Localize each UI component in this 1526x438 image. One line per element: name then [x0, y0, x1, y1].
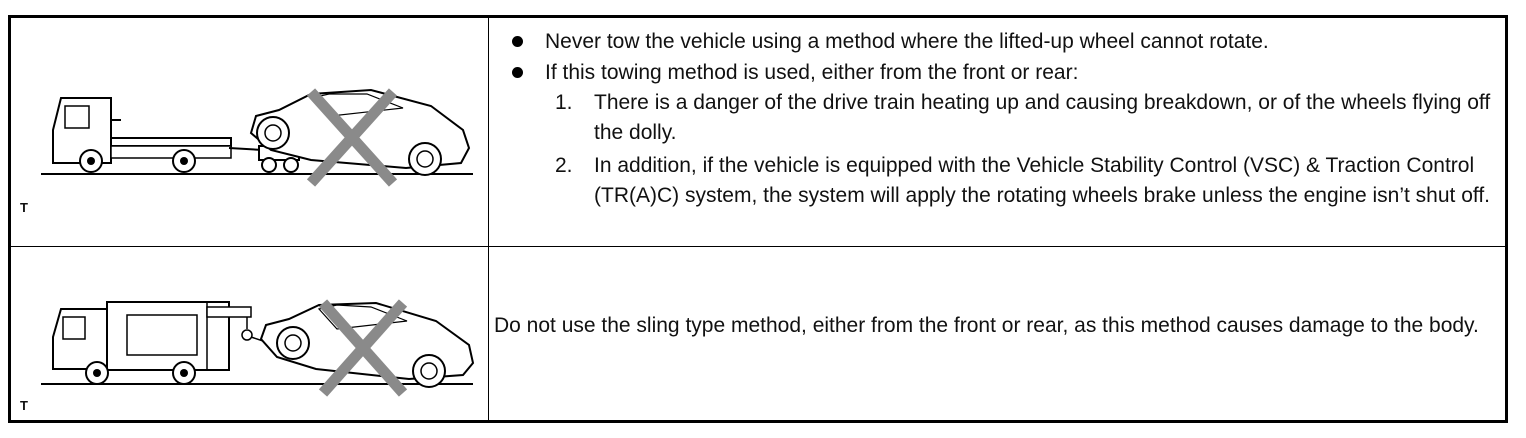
sling-warning-text: Do not use the sling type method, either from the front or rear, as this method causes damage to the body. — [494, 314, 1479, 337]
bullet-item — [509, 26, 1497, 57]
numbered-item — [555, 88, 1497, 148]
illustration-cell-dolly — [11, 18, 489, 246]
item-number: 1. — [555, 91, 573, 114]
item-number: 2. — [555, 154, 573, 177]
flatbed-dolly-tow-illustration — [11, 18, 488, 246]
table-row-sling — [11, 247, 1505, 420]
bullet-text: Never tow the vehicle using a method where the lifted-up wheel cannot rotate. — [545, 30, 1269, 53]
towing-table — [8, 15, 1508, 423]
text-cell-sling — [489, 247, 1505, 420]
item-text: There is a danger of the drive train heating up and causing breakdown, or of the wheels flying off the dolly. — [594, 91, 1491, 144]
bullet-dot-icon — [512, 67, 523, 78]
illustration-marker: T — [20, 398, 28, 413]
bullet-list — [509, 26, 1497, 88]
numbered-item — [555, 151, 1497, 211]
sling-tow-illustration — [11, 247, 488, 420]
bullet-text: If this towing method is used, either from the front or rear: — [545, 61, 1079, 84]
table-row-dolly — [11, 18, 1505, 247]
item-text: In addition, if the vehicle is equipped with the Vehicle Stability Control (VSC) & Traction Control (TR(A)C) system, the system will apply the rotating wheels brake unless the engine isn’t shut off. — [594, 154, 1490, 207]
bullet-item — [509, 57, 1497, 88]
illustration-cell-sling — [11, 247, 489, 420]
bullet-dot-icon — [512, 36, 523, 47]
text-cell-dolly — [489, 18, 1505, 246]
illustration-marker: T — [20, 200, 28, 215]
numbered-list — [555, 88, 1497, 214]
